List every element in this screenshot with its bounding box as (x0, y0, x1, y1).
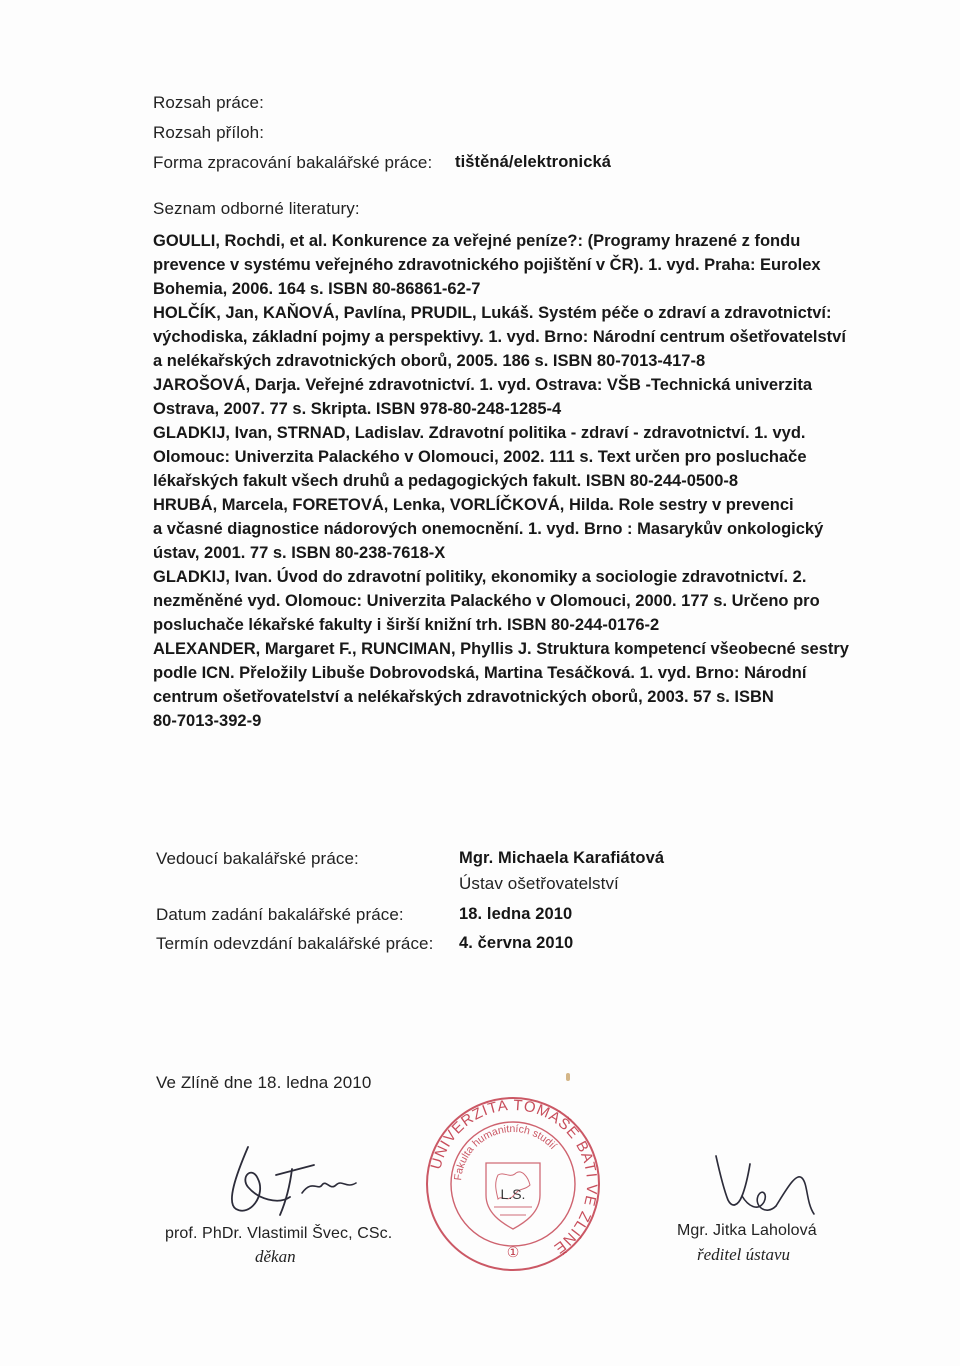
director-name: Mgr. Jitka Laholová (677, 1222, 817, 1239)
reference-line: GOULLI, Rochdi, et al. Konkurence za veřejné peníze?: (Programy hrazené z fondu (153, 232, 801, 250)
reference-line: Olomouc: Univerzita Palackého v Olomouci, 2002. 111 s. Text určen pro posluchače (153, 448, 807, 466)
rozsah-priloh-label: Rozsah příloh: (153, 123, 265, 142)
reference-line: GLADKIJ, Ivan. Úvod do zdravotní politiky, ekonomiky a sociologie zdravotnictví. 2. (153, 568, 807, 586)
forma-value: tištěná/elektronická (455, 153, 612, 171)
reference-line: nezměněné vyd. Olomouc: Univerzita Palackého v Olomouci, 2000. 177 s. Určeno pro (153, 592, 820, 610)
termin-value: 4. června 2010 (459, 934, 574, 952)
vedouci-name: Mgr. Michaela Karafiátová (459, 849, 665, 867)
reference-line: východiska, základní pojmy a perspektivy. 1. vyd. Brno: Národní centrum ošetřovatelství (153, 328, 846, 346)
reference-line: HRUBÁ, Marcela, FORETOVÁ, Lenka, VORLÍČKOVÁ, Hilda. Role sestry v prevenci (153, 496, 794, 514)
reference-line: a nelékařských zdravotnických oborů, 2005. 186 s. ISBN 80-7013-417-8 (153, 352, 706, 370)
reference-line: ústav, 2001. 77 s. ISBN 80-238-7618-X (153, 544, 446, 562)
dean-title: děkan (255, 1247, 296, 1266)
dean-name: prof. PhDr. Vlastimil Švec, CSc. (165, 1225, 393, 1242)
stamp-number: ① (506, 1245, 520, 1261)
rozsah-prace-label: Rozsah práce: (153, 93, 264, 112)
director-signature (702, 1150, 832, 1225)
reference-line: podle ICN. Přeložily Libuše Dobrovodská, Martina Tesáčková. 1. vyd. Brno: Národní (153, 664, 807, 682)
reference-line: HOLČÍK, Jan, KAŇOVÁ, Pavlína, PRUDIL, Lukáš. Systém péče o zdraví a zdravotnictví: (153, 304, 832, 322)
reference-line: ALEXANDER, Margaret F., RUNCIMAN, Phyllis J. Struktura kompetencí všeobecné sestry (153, 640, 849, 658)
dean-signature (218, 1135, 368, 1225)
reference-line: lékařských fakult všech druhů a pedagogických fakult. ISBN 80-244-0500-8 (153, 472, 739, 490)
reference-line: GLADKIJ, Ivan, STRNAD, Ladislav. Zdravotní politika - zdraví - zdravotnictví. 1. vyd. (153, 424, 806, 442)
stamp-inner-text: Fakulta humanitních studií (452, 1122, 559, 1182)
stamp-outer-text: UNIVERZITA TOMÁŠE BATI VE ZLÍNĚ (427, 1096, 601, 1258)
seznam-label: Seznam odborné literatury: (153, 199, 360, 218)
reference-line: 80-7013-392-9 (153, 712, 262, 730)
place-date: Ve Zlíně dne 18. ledna 2010 (156, 1073, 372, 1092)
reference-line: Ostrava, 2007. 77 s. Skripta. ISBN 978-80-248-1285-4 (153, 400, 562, 418)
zadani-label: Datum zadání bakalářské práce: (156, 905, 404, 924)
reference-line: Bohemia, 2006. 164 s. ISBN 80-86861-62-7 (153, 280, 481, 298)
paper-speck (566, 1073, 570, 1081)
vedouci-dept: Ústav ošetřovatelství (459, 874, 619, 893)
forma-label: Forma zpracování bakalářské práce: (153, 153, 433, 172)
zadani-value: 18. ledna 2010 (459, 905, 573, 923)
reference-line: centrum ošetřovatelství a nelékařských zdravotnických oborů, 2003. 57 s. ISBN (153, 688, 774, 706)
termin-label: Termín odevzdání bakalářské práce: (156, 934, 434, 953)
reference-line: JAROŠOVÁ, Darja. Veřejné zdravotnictví. 1. vyd. Ostrava: VŠB -Technická univerzita (153, 376, 813, 394)
university-stamp (424, 1095, 602, 1273)
director-title: ředitel ústavu (697, 1245, 791, 1264)
reference-line: a včasné diagnostice nádorových onemocnění. 1. vyd. Brno : Masarykův onkologický (153, 520, 824, 538)
reference-line: posluchače lékařské fakulty i širší knižní trh. ISBN 80-244-0176-2 (153, 616, 660, 634)
vedouci-label: Vedoucí bakalářské práce: (156, 849, 359, 868)
stamp-center-mark: L.S. (500, 1186, 526, 1202)
reference-line: prevence v systému veřejného zdravotnického pojištění v ČR). 1. vyd. Praha: Eurolex (153, 256, 821, 274)
